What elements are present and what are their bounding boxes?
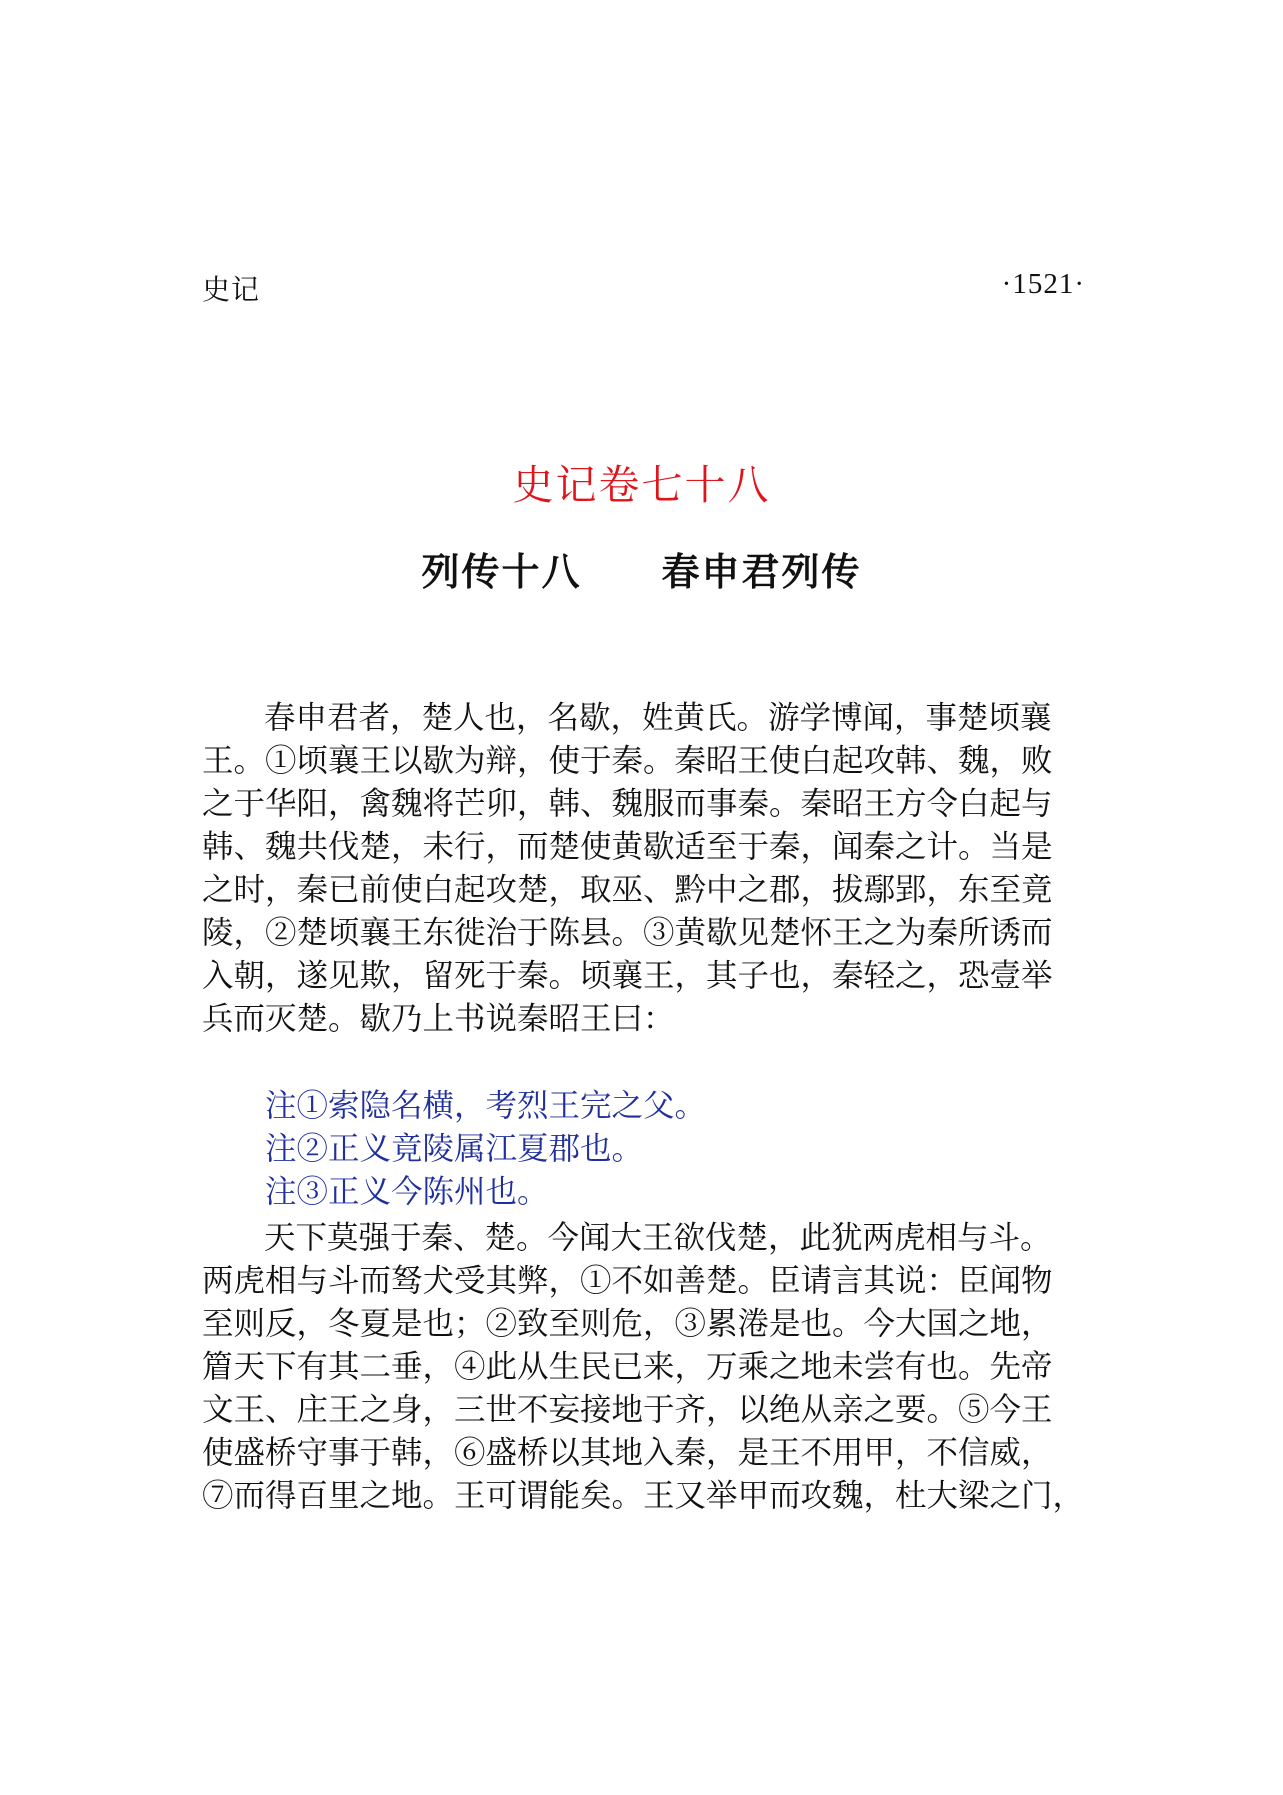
chapter-title: 列传十八 春申君列传: [421, 550, 862, 594]
text-line: 天下莫强于秦、楚。今闻大王欲伐楚，此犹两虎相与斗。: [264, 1220, 1052, 1256]
text-line: 王。①顷襄王以歇为辩，使于秦。秦昭王使白起攻韩、魏，败: [202, 743, 1053, 779]
text-line: 韩、魏共伐楚，未行，而楚使黄歇适至于秦，闻秦之计。当是: [202, 829, 1053, 865]
note-line: 注②正义竟陵属江夏郡也。: [265, 1131, 644, 1167]
text-line: 使盛桥守事于韩，⑥盛桥以其地入秦，是王不用甲，不信威，: [202, 1435, 1053, 1471]
text-line: ⑦而得百里之地。王可谓能矣。王又举甲而攻魏，杜大梁之门，: [202, 1478, 1085, 1514]
text-line: 之时，秦已前使白起攻楚，取巫、黔中之郡，拔鄢郢，东至竟: [202, 872, 1053, 908]
text-line: 春申君者，楚人也，名歇，姓黄氏。游学博闻，事楚顷襄: [264, 700, 1052, 736]
paragraph-2: [202, 1217, 1102, 1518]
text-line: 之于华阳，禽魏将芒卯，韩、魏服而事秦。秦昭王方令白起与: [202, 786, 1053, 822]
note-line: 注③正义今陈州也。: [265, 1174, 549, 1210]
text-line: 文王、庄王之身，三世不妄接地于齐，以绝从亲之要。⑤今王: [202, 1392, 1053, 1428]
page-number: ·1521·: [1001, 268, 1085, 300]
note-line: 注①索隐名横，考烈王完之父。: [265, 1088, 707, 1124]
text-line: 至则反，冬夏是也；②致至则危，③累淃是也。今大国之地，: [202, 1306, 1053, 1342]
text-line: 入朝，遂见欺，留死于秦。顷襄王，其子也，秦轻之，恐壹举: [202, 958, 1053, 994]
paragraph-1: [202, 697, 1102, 1041]
text-line: 篃天下有其二垂，④此从生民已来，万乘之地未尝有也。先帝: [202, 1349, 1053, 1385]
volume-title: 史记卷七十八: [512, 461, 771, 509]
text-line: 兵而灭楚。歇乃上书说秦昭王曰：: [202, 1001, 675, 1037]
text-line: 陵，②楚顷襄王东徙治于陈县。③黄歇见楚怀王之为秦所诱而: [202, 915, 1053, 951]
running-head-book: 史记: [202, 273, 261, 306]
text-line: 两虎相与斗而驽犬受其弊，①不如善楚。臣请言其说：臣闻物: [202, 1263, 1053, 1299]
annotation-notes: [265, 1085, 1105, 1214]
